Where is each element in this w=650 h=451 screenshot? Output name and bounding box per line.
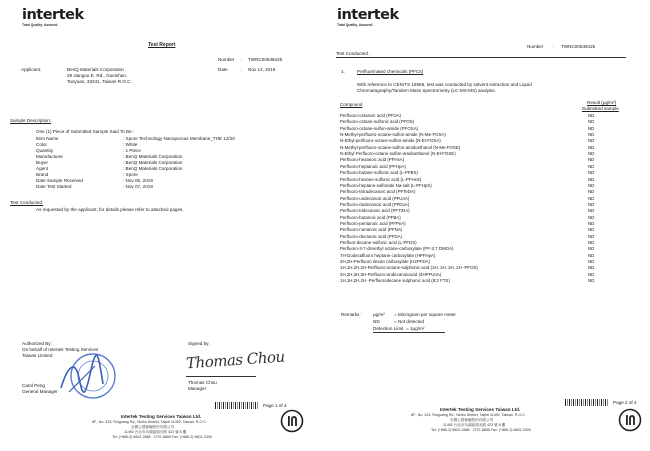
authorized-by-label: Authorized By:	[22, 341, 52, 346]
section-title: Perfluorinated chemicals (PFCs)	[357, 69, 424, 74]
applicant-line-1: BenQ Materials Corporation	[67, 67, 124, 72]
footer-tel: Tel: (+886-2) 6602-2888 · 2797-8885 Fax: (+886-2) 6602-2405	[431, 428, 531, 432]
test-conducted-title: Test Conducted :	[336, 51, 371, 56]
table-row: Perfluoro-heptanoic acid (PFHpA) ND	[340, 163, 595, 169]
table-row: N-Ethyl-Perfluoro-octane-sulfon-amidoethanol (N-Et-FOSE) ND	[340, 151, 595, 157]
number-label: Number	[218, 57, 235, 62]
taiwan-limited-text: Taiwan Limited	[22, 353, 53, 358]
table-row: Perfluoro-octane-sulfonic acid (PFOS) ND	[340, 119, 595, 125]
on-behalf-text: On behalf of Intertek Testing Services	[22, 347, 99, 352]
number-colon: :	[553, 44, 555, 49]
authorized-name: Carol Peng	[22, 383, 45, 388]
table-row: Perfluoro-dodecanoic acid (PFDoA) ND	[340, 201, 595, 207]
table-row: Perfluoro-tetradecanoic acid (PFTeDA) ND	[340, 189, 595, 195]
test-conducted-text: As requested by the applicant, for details please refer to attached pages.	[36, 207, 184, 212]
column-result-sample: Submitted sample	[582, 106, 619, 111]
table-row: N-Ethyl-perfluoro-octane-sulfon-amide (N-Et-FOSA) ND	[340, 138, 595, 144]
intertek-logo: intertek	[22, 7, 84, 23]
signer-name: Thomas Chou	[188, 380, 217, 385]
signature-line	[186, 376, 256, 377]
method-line-1: With reference to CEN/TS 15968, test was conducted by solvent extraction and Liquid	[357, 82, 532, 87]
table-row: 2H,2H-Perfluoro decan carboxylate (H2PFDA) ND	[340, 259, 595, 265]
footer-chinese-address: 11492 台北市內湖區瑞光路 423 號 8 樓	[443, 423, 506, 427]
signature: Thomas Chou	[185, 347, 286, 373]
test-conducted-title: Test Conducted:	[10, 200, 44, 205]
table-row: 7H-Dodecafluoro heptane carboxylate (HPFHpA) ND	[340, 252, 595, 258]
footer-address: 8F., No. 423, Ruiguang Rd., Neihu District, Taipei 11492, Taiwan, R.O.C.	[411, 413, 526, 417]
section-number: 1.	[341, 69, 345, 74]
remark-symbol: ND	[373, 319, 380, 324]
intertek-logo: intertek	[337, 7, 399, 23]
footer-chinese-address: 11492 台北市內湖區瑞光路 423 號 8 樓	[124, 430, 187, 434]
intertek-circle-icon	[280, 409, 304, 433]
remarks-label: Remarks :	[341, 312, 362, 317]
table-row: Perfluoro-hexane-sulfonic acid (L-PFHxS) ND	[340, 176, 595, 182]
table-row: N-Methyl-perfluoro-octane-sulfon-amide (N-Me-FOSA) ND	[340, 132, 595, 138]
column-compound: Compound	[340, 102, 363, 107]
table-row: Perfluoro-3-7-dimethyl octane-carboxylate (PF-3,7 DMOA) ND	[340, 246, 595, 252]
page-number: Page 1 of 4	[263, 403, 287, 408]
logo-tagline: Total Quality. Assured.	[337, 23, 374, 27]
applicant-label: Applicant:	[21, 67, 42, 72]
table-row: Perfluoro-heptane-sulfonate Na-salt (L-PFHpS) ND	[340, 182, 595, 188]
number-label: Number	[527, 44, 544, 49]
date-value: Nov 13, 2019	[248, 67, 276, 72]
signer-title: Manager	[188, 386, 207, 391]
remark-symbol: μg/m²	[373, 312, 385, 317]
signed-by-label: Signed by:	[188, 341, 210, 346]
footer-chinese-name: 全國公證檢驗股份有限公司	[131, 425, 175, 429]
number-value: TWNC00838425	[248, 57, 283, 62]
table-row: Perfluoro-nonanoic acid (PFNA) ND	[340, 227, 595, 233]
table-row: Perfluoro-octane-sulfon-amide (PFOSA) ND	[340, 125, 595, 131]
remark-text: = Not detected	[394, 319, 425, 324]
barcode	[565, 399, 609, 406]
table-row: 2H,2H,3H,3H-Perfluoro-undecanoicacid (4HPFUnA) ND	[340, 271, 595, 277]
method-line-2: Chromatography/Tandem Mass Spectrometry (LC-MS-MS) analysis.	[357, 88, 496, 93]
table-row: Perfluor-decane-sulfonic acid (L-PFDS) ND	[340, 240, 595, 245]
remark-symbol: Detection Limit	[373, 326, 404, 331]
number-value: TWNC00838425	[561, 44, 596, 49]
footer-address: 8F., No. 423, Ruiguang Rd., Neihu District, Taipei 11492, Taiwan, R.O.C.	[92, 420, 207, 424]
footer-company: Intertek Testing Services Taiwan Ltd.	[121, 414, 202, 419]
date-colon: :	[241, 67, 243, 72]
report-page-2	[325, 0, 650, 451]
sample-description-title: Sample Description:	[10, 118, 52, 123]
table-row: N-Methyl-perfluoro-octane-sulfon-amidoethanol (N-Me-FOSE) ND	[340, 144, 595, 150]
table-row: Perfluoro-undecanoic acid (PFUnA) ND	[340, 195, 595, 201]
authorized-title: General Manager	[22, 389, 58, 394]
number-colon: :	[241, 57, 243, 62]
table-row: Perfluoro-decanoic acid (PFDA) ND	[340, 233, 595, 239]
page-title: Test Report	[148, 42, 176, 48]
column-result: Result (μg/m²)	[587, 100, 617, 105]
sample-details: Item Name : Xpore Technology Nanoporous Membane_THE 12/20 Color : White Quantity : 1 Piece Manufacturer : BenQ Materials Corporation Buyer : BenQ Materials Corporation Agent : BenQ Materials Corporation Brand : Xpore Date Sample Received : Nov 06, 2019 Date Test Started : Nov 07, 2019	[36, 136, 235, 189]
intertek-circle-icon	[618, 408, 642, 432]
sample-intro: One (1) Piece of Submitted Sample Said To Be :	[36, 129, 135, 134]
logo-tagline: Total Quality. Assured.	[22, 23, 59, 27]
table-row: 1H,1H,2H,2H-Perfluoro-octane-sulphonic acid (1H, 1H, 2H, 2H -PFOS) ND	[340, 265, 595, 271]
applicant-line-2: 29 Jianguo E. Rd., Gueishan,	[67, 73, 128, 78]
page-number: Page 2 of 4	[613, 400, 637, 405]
table-row: Perfluoro-tridecanoic acid (PFTrDA) ND	[340, 208, 595, 214]
footer-chinese-name: 全國公證檢驗股份有限公司	[450, 418, 494, 422]
applicant-line-3: Taoyuan, 33341, Taiwan R.O.C.	[67, 79, 132, 84]
footer-tel: Tel: (+886-2) 6602-2888 · 2797-8885 Fax: (+886-2) 6602-2405	[112, 435, 212, 439]
table-row: Perfluoro-hexanoic acid (PFHxA) ND	[340, 157, 595, 163]
remark-text: = 1μg/m²	[406, 326, 425, 331]
date-label: Date	[218, 67, 228, 72]
header-rule	[336, 57, 626, 58]
barcode	[215, 402, 259, 409]
table-row: Perfluoro-butane-sulfonic acid (L-PFBS) ND	[340, 170, 595, 176]
table-row: Perfluoro-pentanoic acid (PFPeA) ND	[340, 220, 595, 226]
results-table	[325, 113, 625, 293]
table-row: Perfluoro-butanoic acid (PFBA) ND	[340, 214, 595, 220]
remark-text: = Microgram per square meter	[394, 312, 456, 317]
footer-company: Intertek Testing Services Taiwan Ltd.	[440, 407, 521, 412]
company-seal-stamp	[55, 348, 120, 403]
table-row: 1H,1H,2H,2H -Perfluorodecane sulphonic acid (8:2 FTS) ND	[340, 278, 595, 284]
table-row: Perfluoro-octanoic acid (PFOA) ND	[340, 113, 595, 118]
